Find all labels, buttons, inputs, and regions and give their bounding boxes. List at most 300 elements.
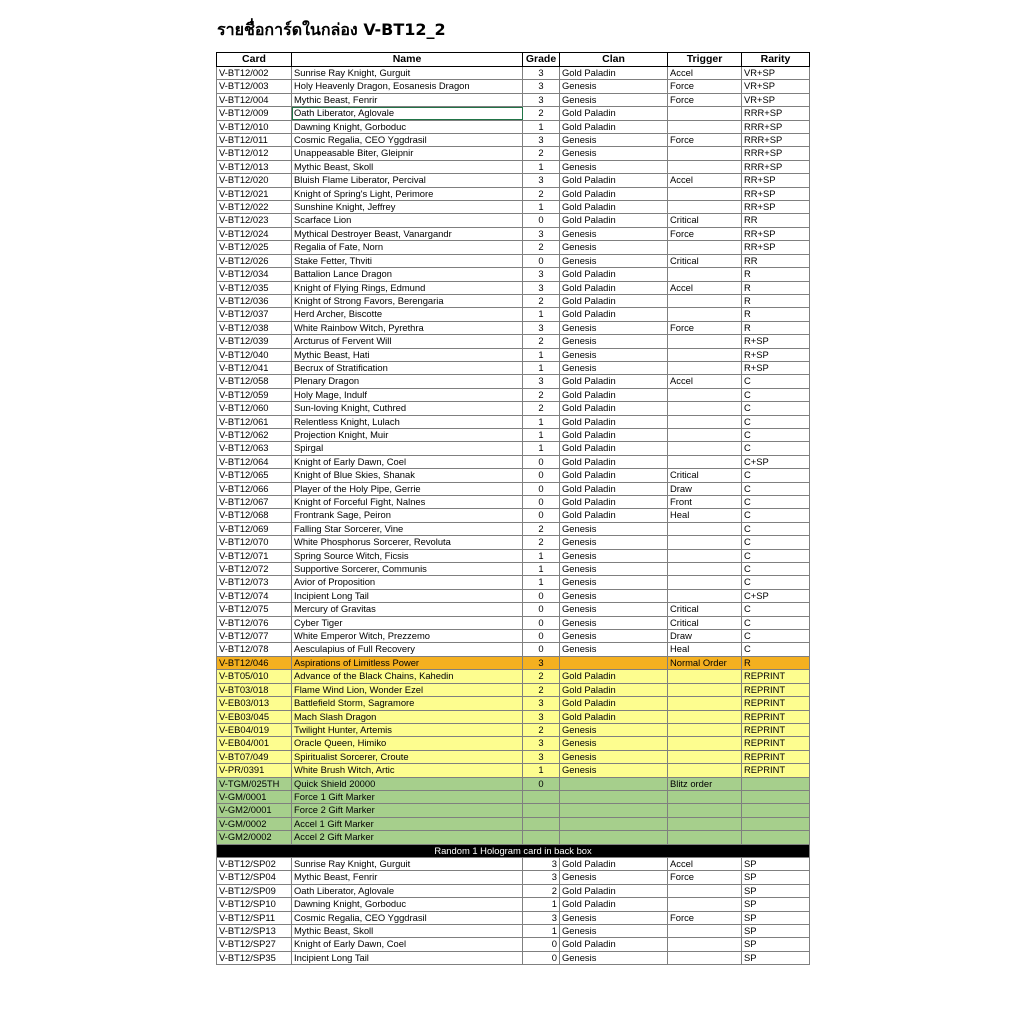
grade-cell[interactable]: 0 [523, 603, 560, 616]
grade-cell[interactable]: 1 [523, 549, 560, 562]
rarity-cell[interactable]: RR+SP [742, 227, 810, 240]
grade-cell[interactable]: 0 [523, 482, 560, 495]
rarity-cell[interactable]: C [742, 388, 810, 401]
trigger-cell[interactable] [668, 241, 742, 254]
header-clan[interactable]: Clan [560, 53, 668, 67]
card-id-cell[interactable]: V-TGM/025TH [217, 777, 292, 790]
grade-cell[interactable]: 1 [523, 160, 560, 173]
rarity-cell[interactable]: SP [742, 951, 810, 964]
trigger-cell[interactable]: Force [668, 80, 742, 93]
rarity-cell[interactable]: C [742, 536, 810, 549]
card-name-cell[interactable]: Aesculapius of Full Recovery [292, 643, 523, 656]
grade-cell[interactable]: 3 [523, 93, 560, 106]
rarity-cell[interactable]: R [742, 294, 810, 307]
clan-cell[interactable]: Gold Paladin [560, 469, 668, 482]
card-id-cell[interactable]: V-BT12/002 [217, 67, 292, 80]
rarity-cell[interactable]: R [742, 656, 810, 669]
rarity-cell[interactable]: RR+SP [742, 187, 810, 200]
rarity-cell[interactable]: SP [742, 911, 810, 924]
clan-cell[interactable]: Gold Paladin [560, 375, 668, 388]
card-name-cell[interactable]: Incipient Long Tail [292, 589, 523, 602]
rarity-cell[interactable]: C [742, 576, 810, 589]
card-name-cell[interactable]: Accel 1 Gift Marker [292, 817, 523, 830]
card-name-cell[interactable]: Mach Slash Dragon [292, 710, 523, 723]
rarity-cell[interactable]: C [742, 549, 810, 562]
card-id-cell[interactable]: V-BT12/066 [217, 482, 292, 495]
grade-cell[interactable]: 1 [523, 576, 560, 589]
rarity-cell[interactable]: REPRINT [742, 750, 810, 763]
header-trigger[interactable]: Trigger [668, 53, 742, 67]
card-name-cell[interactable]: Quick Shield 20000 [292, 777, 523, 790]
card-name-cell[interactable]: Knight of Spring's Light, Perimore [292, 187, 523, 200]
card-id-cell[interactable]: V-BT12/073 [217, 576, 292, 589]
rarity-cell[interactable]: SP [742, 857, 810, 870]
rarity-cell[interactable]: R [742, 308, 810, 321]
grade-cell[interactable]: 1 [523, 442, 560, 455]
clan-cell[interactable]: Gold Paladin [560, 857, 668, 870]
clan-cell[interactable]: Gold Paladin [560, 201, 668, 214]
rarity-cell[interactable] [742, 831, 810, 844]
rarity-cell[interactable] [742, 804, 810, 817]
rarity-cell[interactable]: VR+SP [742, 67, 810, 80]
clan-cell[interactable]: Genesis [560, 911, 668, 924]
rarity-cell[interactable]: SP [742, 871, 810, 884]
clan-cell[interactable]: Genesis [560, 227, 668, 240]
grade-cell[interactable]: 1 [523, 415, 560, 428]
grade-cell[interactable]: 1 [523, 764, 560, 777]
card-id-cell[interactable]: V-BT12/078 [217, 643, 292, 656]
card-name-cell[interactable]: Unappeasable Biter, Gleipnir [292, 147, 523, 160]
header-rarity[interactable]: Rarity [742, 53, 810, 67]
grade-cell[interactable]: 1 [523, 898, 560, 911]
clan-cell[interactable]: Gold Paladin [560, 884, 668, 897]
grade-cell[interactable]: 1 [523, 308, 560, 321]
trigger-cell[interactable] [668, 294, 742, 307]
trigger-cell[interactable] [668, 522, 742, 535]
card-name-cell[interactable]: Spiritualist Sorcerer, Croute [292, 750, 523, 763]
trigger-cell[interactable] [668, 268, 742, 281]
clan-cell[interactable]: Gold Paladin [560, 482, 668, 495]
trigger-cell[interactable] [668, 723, 742, 736]
card-id-cell[interactable]: V-BT12/SP10 [217, 898, 292, 911]
card-id-cell[interactable]: V-BT12/021 [217, 187, 292, 200]
trigger-cell[interactable] [668, 925, 742, 938]
rarity-cell[interactable]: RRR+SP [742, 134, 810, 147]
card-name-cell[interactable]: Accel 2 Gift Marker [292, 831, 523, 844]
grade-cell[interactable]: 2 [523, 147, 560, 160]
card-id-cell[interactable]: V-BT05/010 [217, 670, 292, 683]
grade-cell[interactable]: 3 [523, 227, 560, 240]
grade-cell[interactable]: 2 [523, 683, 560, 696]
card-name-cell[interactable]: Force 2 Gift Marker [292, 804, 523, 817]
clan-cell[interactable]: Genesis [560, 549, 668, 562]
grade-cell[interactable]: 1 [523, 201, 560, 214]
trigger-cell[interactable]: Accel [668, 174, 742, 187]
card-id-cell[interactable]: V-BT12/SP11 [217, 911, 292, 924]
trigger-cell[interactable]: Front [668, 496, 742, 509]
card-name-cell[interactable]: Oath Liberator, Aglovale [292, 107, 523, 120]
grade-cell[interactable]: 2 [523, 107, 560, 120]
card-id-cell[interactable]: V-BT12/038 [217, 321, 292, 334]
trigger-cell[interactable]: Force [668, 321, 742, 334]
grade-cell[interactable]: 1 [523, 348, 560, 361]
clan-cell[interactable]: Genesis [560, 335, 668, 348]
card-id-cell[interactable]: V-BT12/065 [217, 469, 292, 482]
card-id-cell[interactable]: V-BT12/010 [217, 120, 292, 133]
clan-cell[interactable]: Genesis [560, 589, 668, 602]
card-id-cell[interactable]: V-BT12/035 [217, 281, 292, 294]
card-name-cell[interactable]: Advance of the Black Chains, Kahedin [292, 670, 523, 683]
card-id-cell[interactable]: V-BT03/018 [217, 683, 292, 696]
grade-cell[interactable]: 2 [523, 536, 560, 549]
grade-cell[interactable]: 0 [523, 509, 560, 522]
grade-cell[interactable]: 0 [523, 589, 560, 602]
rarity-cell[interactable]: REPRINT [742, 710, 810, 723]
grade-cell[interactable]: 0 [523, 455, 560, 468]
trigger-cell[interactable] [668, 804, 742, 817]
clan-cell[interactable] [560, 777, 668, 790]
card-name-cell[interactable]: Plenary Dragon [292, 375, 523, 388]
rarity-cell[interactable]: REPRINT [742, 683, 810, 696]
rarity-cell[interactable]: RRR+SP [742, 120, 810, 133]
rarity-cell[interactable] [742, 777, 810, 790]
trigger-cell[interactable] [668, 348, 742, 361]
rarity-cell[interactable]: VR+SP [742, 80, 810, 93]
rarity-cell[interactable]: C [742, 375, 810, 388]
trigger-cell[interactable]: Normal Order [668, 656, 742, 669]
card-name-cell[interactable]: Mythic Beast, Skoll [292, 925, 523, 938]
trigger-cell[interactable] [668, 107, 742, 120]
card-id-cell[interactable]: V-BT12/003 [217, 80, 292, 93]
card-name-cell[interactable]: Herd Archer, Biscotte [292, 308, 523, 321]
card-id-cell[interactable]: V-BT12/011 [217, 134, 292, 147]
grade-cell[interactable]: 3 [523, 911, 560, 924]
trigger-cell[interactable] [668, 201, 742, 214]
rarity-cell[interactable]: C+SP [742, 589, 810, 602]
card-id-cell[interactable]: V-BT12/067 [217, 496, 292, 509]
clan-cell[interactable]: Gold Paladin [560, 670, 668, 683]
card-name-cell[interactable]: Battlefield Storm, Sagramore [292, 697, 523, 710]
trigger-cell[interactable]: Critical [668, 214, 742, 227]
clan-cell[interactable] [560, 656, 668, 669]
grade-cell[interactable]: 3 [523, 80, 560, 93]
card-id-cell[interactable]: V-PR/0391 [217, 764, 292, 777]
card-id-cell[interactable]: V-BT07/049 [217, 750, 292, 763]
card-id-cell[interactable]: V-BT12/061 [217, 415, 292, 428]
clan-cell[interactable]: Gold Paladin [560, 898, 668, 911]
clan-cell[interactable]: Genesis [560, 361, 668, 374]
rarity-cell[interactable]: REPRINT [742, 737, 810, 750]
card-name-cell[interactable]: Holy Mage, Indulf [292, 388, 523, 401]
trigger-cell[interactable]: Force [668, 93, 742, 106]
card-name-cell[interactable]: Dawning Knight, Gorboduc [292, 898, 523, 911]
clan-cell[interactable]: Genesis [560, 134, 668, 147]
trigger-cell[interactable] [668, 831, 742, 844]
card-id-cell[interactable]: V-BT12/075 [217, 603, 292, 616]
card-name-cell[interactable]: Cosmic Regalia, CEO Yggdrasil [292, 911, 523, 924]
clan-cell[interactable]: Gold Paladin [560, 415, 668, 428]
trigger-cell[interactable]: Accel [668, 375, 742, 388]
rarity-cell[interactable] [742, 817, 810, 830]
trigger-cell[interactable] [668, 884, 742, 897]
card-id-cell[interactable]: V-BT12/013 [217, 160, 292, 173]
card-id-cell[interactable]: V-BT12/076 [217, 616, 292, 629]
clan-cell[interactable]: Genesis [560, 254, 668, 267]
card-id-cell[interactable]: V-EB04/001 [217, 737, 292, 750]
trigger-cell[interactable]: Force [668, 134, 742, 147]
card-id-cell[interactable]: V-BT12/025 [217, 241, 292, 254]
card-name-cell[interactable]: Mythic Beast, Hati [292, 348, 523, 361]
grade-cell[interactable]: 2 [523, 388, 560, 401]
card-id-cell[interactable]: V-EB04/019 [217, 723, 292, 736]
trigger-cell[interactable]: Critical [668, 254, 742, 267]
rarity-cell[interactable]: REPRINT [742, 723, 810, 736]
card-id-cell[interactable]: V-BT12/074 [217, 589, 292, 602]
card-id-cell[interactable]: V-GM/0002 [217, 817, 292, 830]
grade-cell[interactable]: 2 [523, 187, 560, 200]
trigger-cell[interactable] [668, 549, 742, 562]
grade-cell[interactable]: 1 [523, 428, 560, 441]
rarity-cell[interactable]: R+SP [742, 348, 810, 361]
rarity-cell[interactable]: C [742, 469, 810, 482]
card-name-cell[interactable]: Projection Knight, Muir [292, 428, 523, 441]
rarity-cell[interactable]: RR+SP [742, 241, 810, 254]
card-name-cell[interactable]: Knight of Blue Skies, Shanak [292, 469, 523, 482]
clan-cell[interactable]: Genesis [560, 723, 668, 736]
clan-cell[interactable]: Genesis [560, 951, 668, 964]
trigger-cell[interactable]: Force [668, 871, 742, 884]
card-id-cell[interactable]: V-BT12/058 [217, 375, 292, 388]
rarity-cell[interactable]: RR+SP [742, 201, 810, 214]
trigger-cell[interactable] [668, 898, 742, 911]
rarity-cell[interactable]: VR+SP [742, 93, 810, 106]
card-id-cell[interactable]: V-BT12/SP09 [217, 884, 292, 897]
grade-cell[interactable]: 3 [523, 67, 560, 80]
clan-cell[interactable]: Gold Paladin [560, 509, 668, 522]
trigger-cell[interactable]: Critical [668, 616, 742, 629]
rarity-cell[interactable] [742, 790, 810, 803]
card-name-cell[interactable]: Bluish Flame Liberator, Percival [292, 174, 523, 187]
clan-cell[interactable]: Gold Paladin [560, 294, 668, 307]
clan-cell[interactable]: Genesis [560, 643, 668, 656]
card-name-cell[interactable]: Frontrank Sage, Peiron [292, 509, 523, 522]
card-name-cell[interactable]: Dawning Knight, Gorboduc [292, 120, 523, 133]
card-id-cell[interactable]: V-BT12/009 [217, 107, 292, 120]
trigger-cell[interactable] [668, 817, 742, 830]
trigger-cell[interactable]: Force [668, 911, 742, 924]
card-id-cell[interactable]: V-BT12/004 [217, 93, 292, 106]
trigger-cell[interactable]: Critical [668, 603, 742, 616]
card-name-cell[interactable]: Regalia of Fate, Norn [292, 241, 523, 254]
rarity-cell[interactable]: REPRINT [742, 670, 810, 683]
grade-cell[interactable]: 3 [523, 871, 560, 884]
clan-cell[interactable]: Gold Paladin [560, 938, 668, 951]
clan-cell[interactable]: Gold Paladin [560, 308, 668, 321]
card-id-cell[interactable]: V-BT12/039 [217, 335, 292, 348]
clan-cell[interactable] [560, 817, 668, 830]
card-name-cell[interactable]: Knight of Strong Favors, Berengaria [292, 294, 523, 307]
clan-cell[interactable]: Genesis [560, 321, 668, 334]
grade-cell[interactable]: 2 [523, 335, 560, 348]
card-id-cell[interactable]: V-BT12/041 [217, 361, 292, 374]
clan-cell[interactable]: Genesis [560, 630, 668, 643]
clan-cell[interactable]: Gold Paladin [560, 281, 668, 294]
card-id-cell[interactable]: V-BT12/SP35 [217, 951, 292, 964]
grade-cell[interactable]: 2 [523, 522, 560, 535]
trigger-cell[interactable] [668, 536, 742, 549]
card-name-cell[interactable]: Player of the Holy Pipe, Gerrie [292, 482, 523, 495]
grade-cell[interactable]: 0 [523, 254, 560, 267]
trigger-cell[interactable] [668, 764, 742, 777]
card-name-cell[interactable]: White Rainbow Witch, Pyrethra [292, 321, 523, 334]
card-id-cell[interactable]: V-BT12/SP27 [217, 938, 292, 951]
trigger-cell[interactable]: Blitz order [668, 777, 742, 790]
grade-cell[interactable]: 3 [523, 281, 560, 294]
grade-cell[interactable]: 3 [523, 134, 560, 147]
clan-cell[interactable]: Genesis [560, 616, 668, 629]
rarity-cell[interactable]: R [742, 281, 810, 294]
clan-cell[interactable]: Genesis [560, 764, 668, 777]
rarity-cell[interactable]: SP [742, 925, 810, 938]
grade-cell[interactable] [523, 831, 560, 844]
rarity-cell[interactable]: C [742, 563, 810, 576]
clan-cell[interactable]: Genesis [560, 147, 668, 160]
grade-cell[interactable]: 0 [523, 777, 560, 790]
clan-cell[interactable]: Genesis [560, 563, 668, 576]
clan-cell[interactable]: Gold Paladin [560, 428, 668, 441]
clan-cell[interactable]: Genesis [560, 737, 668, 750]
card-id-cell[interactable]: V-BT12/040 [217, 348, 292, 361]
grade-cell[interactable]: 1 [523, 925, 560, 938]
card-id-cell[interactable]: V-GM2/0001 [217, 804, 292, 817]
card-id-cell[interactable]: V-BT12/062 [217, 428, 292, 441]
trigger-cell[interactable] [668, 308, 742, 321]
card-name-cell[interactable]: Spirgal [292, 442, 523, 455]
grade-cell[interactable]: 1 [523, 361, 560, 374]
grade-cell[interactable]: 1 [523, 120, 560, 133]
card-id-cell[interactable]: V-BT12/SP02 [217, 857, 292, 870]
clan-cell[interactable]: Gold Paladin [560, 442, 668, 455]
trigger-cell[interactable]: Heal [668, 509, 742, 522]
trigger-cell[interactable] [668, 938, 742, 951]
grade-cell[interactable]: 3 [523, 697, 560, 710]
clan-cell[interactable]: Gold Paladin [560, 683, 668, 696]
clan-cell[interactable]: Gold Paladin [560, 67, 668, 80]
card-name-cell[interactable]: Cosmic Regalia, CEO Yggdrasil [292, 134, 523, 147]
clan-cell[interactable]: Genesis [560, 160, 668, 173]
rarity-cell[interactable]: C [742, 643, 810, 656]
card-name-cell[interactable]: Falling Star Sorcerer, Vine [292, 522, 523, 535]
card-id-cell[interactable]: V-BT12/070 [217, 536, 292, 549]
card-id-cell[interactable]: V-BT12/SP04 [217, 871, 292, 884]
card-name-cell[interactable]: Mythic Beast, Fenrir [292, 93, 523, 106]
clan-cell[interactable]: Gold Paladin [560, 496, 668, 509]
rarity-cell[interactable]: C+SP [742, 455, 810, 468]
rarity-cell[interactable]: RRR+SP [742, 107, 810, 120]
grade-cell[interactable]: 0 [523, 496, 560, 509]
card-name-cell[interactable]: Twilight Hunter, Artemis [292, 723, 523, 736]
card-id-cell[interactable]: V-BT12/064 [217, 455, 292, 468]
clan-cell[interactable]: Genesis [560, 536, 668, 549]
trigger-cell[interactable] [668, 683, 742, 696]
card-id-cell[interactable]: V-BT12/036 [217, 294, 292, 307]
rarity-cell[interactable]: RR [742, 254, 810, 267]
card-name-cell[interactable]: Force 1 Gift Marker [292, 790, 523, 803]
card-name-cell[interactable]: Arcturus of Fervent Will [292, 335, 523, 348]
rarity-cell[interactable]: C [742, 415, 810, 428]
card-name-cell[interactable]: Sun-loving Knight, Cuthred [292, 402, 523, 415]
trigger-cell[interactable]: Accel [668, 857, 742, 870]
clan-cell[interactable]: Gold Paladin [560, 107, 668, 120]
trigger-cell[interactable] [668, 147, 742, 160]
trigger-cell[interactable]: Draw [668, 630, 742, 643]
card-id-cell[interactable]: V-BT12/072 [217, 563, 292, 576]
rarity-cell[interactable]: C [742, 509, 810, 522]
trigger-cell[interactable] [668, 187, 742, 200]
rarity-cell[interactable]: SP [742, 898, 810, 911]
card-name-cell[interactable]: Knight of Early Dawn, Coel [292, 938, 523, 951]
card-id-cell[interactable]: V-BT12/037 [217, 308, 292, 321]
rarity-cell[interactable]: C [742, 402, 810, 415]
card-id-cell[interactable]: V-BT12/063 [217, 442, 292, 455]
grade-cell[interactable]: 3 [523, 737, 560, 750]
trigger-cell[interactable]: Force [668, 227, 742, 240]
card-name-cell[interactable]: Spring Source Witch, Ficsis [292, 549, 523, 562]
rarity-cell[interactable]: C [742, 522, 810, 535]
rarity-cell[interactable]: RRR+SP [742, 147, 810, 160]
clan-cell[interactable]: Genesis [560, 750, 668, 763]
clan-cell[interactable]: Genesis [560, 871, 668, 884]
grade-cell[interactable]: 3 [523, 750, 560, 763]
card-name-cell[interactable]: Mythical Destroyer Beast, Vanargandr [292, 227, 523, 240]
clan-cell[interactable]: Gold Paladin [560, 402, 668, 415]
grade-cell[interactable]: 0 [523, 616, 560, 629]
clan-cell[interactable]: Genesis [560, 241, 668, 254]
clan-cell[interactable]: Genesis [560, 576, 668, 589]
trigger-cell[interactable] [668, 951, 742, 964]
clan-cell[interactable] [560, 804, 668, 817]
card-id-cell[interactable]: V-EB03/013 [217, 697, 292, 710]
clan-cell[interactable]: Gold Paladin [560, 120, 668, 133]
trigger-cell[interactable] [668, 361, 742, 374]
card-name-cell[interactable]: Sunrise Ray Knight, Gurguit [292, 857, 523, 870]
grade-cell[interactable]: 2 [523, 402, 560, 415]
clan-cell[interactable]: Gold Paladin [560, 214, 668, 227]
card-id-cell[interactable]: V-BT12/068 [217, 509, 292, 522]
card-id-cell[interactable]: V-BT12/046 [217, 656, 292, 669]
grade-cell[interactable]: 0 [523, 214, 560, 227]
card-id-cell[interactable]: V-BT12/020 [217, 174, 292, 187]
card-name-cell[interactable]: Cyber Tiger [292, 616, 523, 629]
rarity-cell[interactable]: REPRINT [742, 764, 810, 777]
card-name-cell[interactable]: Becrux of Stratification [292, 361, 523, 374]
trigger-cell[interactable] [668, 120, 742, 133]
grade-cell[interactable]: 0 [523, 630, 560, 643]
card-name-cell[interactable]: Aspirations of Limitless Power [292, 656, 523, 669]
grade-cell[interactable]: 0 [523, 643, 560, 656]
trigger-cell[interactable] [668, 428, 742, 441]
rarity-cell[interactable]: RR [742, 214, 810, 227]
clan-cell[interactable]: Gold Paladin [560, 697, 668, 710]
trigger-cell[interactable] [668, 589, 742, 602]
card-name-cell[interactable]: Sunrise Ray Knight, Gurguit [292, 67, 523, 80]
grade-cell[interactable]: 2 [523, 670, 560, 683]
rarity-cell[interactable]: R+SP [742, 361, 810, 374]
rarity-cell[interactable]: R [742, 268, 810, 281]
trigger-cell[interactable] [668, 576, 742, 589]
rarity-cell[interactable]: REPRINT [742, 697, 810, 710]
card-name-cell[interactable]: Stake Fetter, Thviti [292, 254, 523, 267]
